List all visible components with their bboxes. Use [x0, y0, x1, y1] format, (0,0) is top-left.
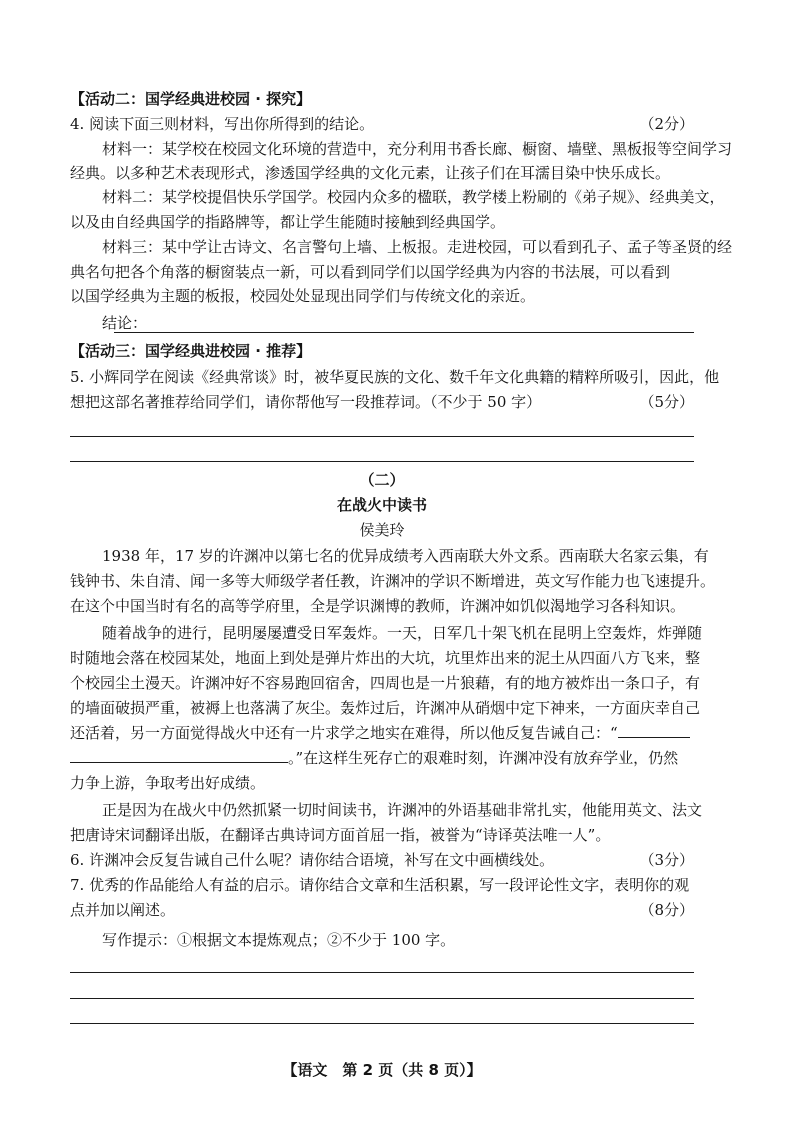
q4-material2-line2: 以及由自经典国学的指路牌等，都让学生能随时接触到经典国学。 — [70, 213, 506, 231]
page-footer: 【语文 第 2 页（共 8 页）】 — [282, 1061, 482, 1079]
article-p2-line7: 力争上游，争取考出好成绩。 — [70, 774, 266, 792]
article-p1-line1: 1938 年，17 岁的许渊冲以第七名的优异成绩考入西南联大外文系。西南联大名家云集，有 — [102, 547, 709, 565]
q4-stem — [70, 113, 694, 135]
article-p3-line1: 正是因为在战火中仍然抓紧一切时间读书，许渊冲的外语基础非常扎实，他能用英文、法文 — [102, 801, 703, 819]
article-author: 侯美玲 — [359, 521, 405, 539]
q7-line1: 7. 优秀的作品能给人有益的启示。请你结合文章和生活积累，写一段评论性文字，表明你的观 — [70, 876, 690, 894]
q4-stem-text: 4. 阅读下面三则材料，写出你所得到的结论。 — [70, 115, 375, 133]
section-activity3-heading: 【活动三：国学经典进校园 · 推荐】 — [70, 342, 312, 360]
article-p2-line1: 随着战争的进行，昆明屡屡遭受日军轰炸。一天，日军几十架飞机在昆明上空轰炸，炸弹随 — [102, 624, 703, 642]
article-title: 在战火中读书 — [336, 496, 427, 514]
part2-heading: （二） — [359, 471, 405, 489]
q4-answer-line[interactable] — [114, 332, 694, 333]
q7-answer-line-2[interactable] — [70, 998, 694, 999]
q5-line1: 5. 小辉同学在阅读《经典常谈》时，被华夏民族的文化、数千年文化典籍的精粹所吸引，因此，他 — [70, 368, 720, 386]
q7-line2-text: 点并加以阐述。 — [70, 901, 176, 919]
q7-answer-line-3[interactable] — [70, 1023, 694, 1024]
article-p2-line6-text: 。”在这样生死存亡的艰难时刻，许渊冲没有放弃学业，仍然 — [288, 749, 679, 767]
q4-material1-line1: 材料一：某学校在校园文化环境的营造中，充分利用书香长廊、橱窗、墙壁、黑板报等空间学习 — [102, 140, 733, 158]
article-p2-line5 — [70, 722, 694, 744]
q6 — [70, 849, 694, 871]
q7-line2 — [70, 899, 694, 921]
article-p1-line2: 钱钟书、朱自清、闻一多等大师级学者任教，许渊冲的学识不断增进，英文写作能力也飞速提升。 — [70, 572, 716, 590]
section-activity2-heading: 【活动二：国学经典进校园 · 探究】 — [70, 90, 312, 108]
q5-points: （5分） — [639, 393, 694, 411]
q7-answer-line-1[interactable] — [70, 972, 694, 973]
article-p2-line3: 个校园尘土漫天。许渊冲好不容易跑回宿舍，四周也是一片狼藉，有的地方被炸出一条口子，有 — [70, 674, 701, 692]
fill-blank-end[interactable] — [70, 747, 288, 763]
q4-conclusion-label: 结论： — [102, 314, 148, 332]
article-p2-line6 — [70, 747, 694, 769]
article-p2-line2: 时随地会落在校园某处，地面上到处是弹片炸出的大坑，坑里炸出来的泥土从四面八方飞来，整 — [70, 649, 701, 667]
q4-points: （2分） — [639, 115, 694, 133]
q6-text: 6. 许渊冲会反复告诫自己什么呢？请你结合语境，补写在文中画横线处。 — [70, 851, 555, 869]
q5-line2-text: 想把这部名著推荐给同学们，请你帮他写一段推荐词。（不少于 50 字） — [70, 393, 542, 411]
q6-points: （3分） — [639, 851, 694, 869]
q4-material2-line1: 材料二：某学校提倡快乐学国学。校园内众多的楹联，教学楼上粉刷的《弟子规》、经典美文， — [102, 188, 725, 206]
article-p2-line5-text: 还活着，另一方面觉得战火中还有一片求学之地实在难得，所以他反复告诫自己：“ — [70, 724, 618, 742]
q4-material3-line1: 材料三：某中学让古诗文、名言警句上墙、上板报。走进校园，可以看到孔子、孟子等圣贤的经 — [102, 238, 733, 256]
fill-blank-start[interactable] — [618, 722, 690, 738]
q4-material1-line2: 经典。以多种艺术表现形式，渗透国学经典的文化元素，让孩子们在耳濡目染中快乐成长。 — [70, 164, 671, 182]
q7-writing-hint: 写作提示：①根据文本提炼观点；②不少于 100 字。 — [102, 931, 456, 949]
article-p1-line3: 在这个中国当时有名的高等学府里，全是学识渊博的教师，许渊冲如饥似渴地学习各科知识。 — [70, 597, 686, 615]
q5-answer-line-2[interactable] — [70, 461, 694, 462]
article-p2-line4: 的墙面破损严重，被褥上也落满了灰尘。轰炸过后，许渊冲从硝烟中定下神来，一方面庆幸自己 — [70, 699, 701, 717]
q5-answer-line-1[interactable] — [70, 436, 694, 437]
q7-points: （8分） — [639, 901, 694, 919]
q4-material3-line3: 以国学经典为主题的板报，校园处处显现出同学们与传统文化的亲近。 — [70, 287, 536, 305]
q5-line2 — [70, 391, 694, 413]
article-p3-line2: 把唐诗宋词翻译出版，在翻译古典诗词方面首屈一指，被誉为“诗译英法唯一人”。 — [70, 826, 611, 844]
q4-material3-line2: 典名句把各个角落的橱窗装点一新，可以看到同学们以国学经典为内容的书法展，可以看到 — [70, 263, 671, 281]
